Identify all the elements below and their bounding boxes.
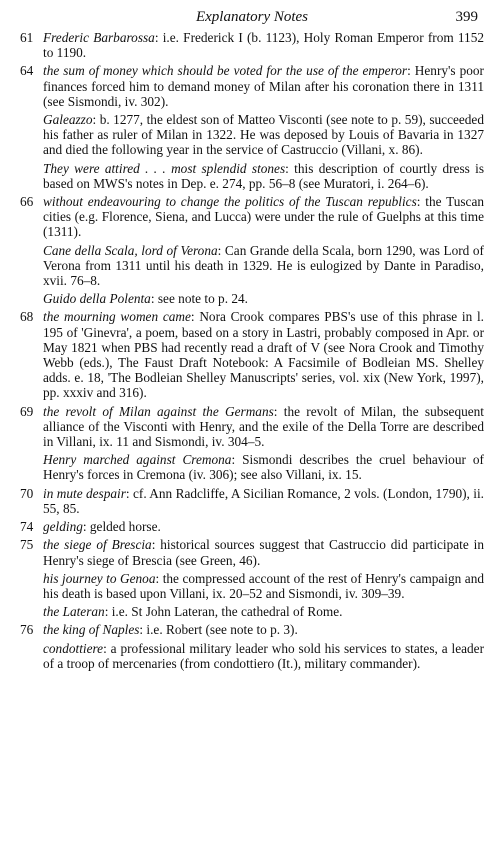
note-lemma: Cane della Scala, lord of Verona <box>43 242 218 258</box>
note-text: : historical sources suggest that Castruccio did participate in Henry's siege of Brescia (see Green, 46). <box>43 537 484 568</box>
note-paragraph <box>43 309 484 400</box>
notes-list <box>20 30 484 671</box>
note-lemma: his journey to Genoa <box>43 570 156 586</box>
running-title: Explanatory Notes <box>195 9 309 25</box>
note-text: : i.e. Robert (see note to p. 3). <box>139 622 298 638</box>
note-entry <box>20 519 484 534</box>
note-entry <box>20 63 484 191</box>
note-entry <box>20 537 484 619</box>
note-paragraph <box>43 452 484 482</box>
note-text: : Can Grande della Scala, born 1290, was Lord of Verona from 1311 until his death in 1329. He is eulogized by Dante in Paradiso, xvii. 76–8. <box>43 242 484 289</box>
note-text: : Henry's poor finances forced him to demand money of Milan after his coronation there in 1311 (see Sismondi, iv. 302). <box>43 63 484 109</box>
note-paragraph <box>43 291 484 306</box>
note-lemma: the mourning women came <box>43 309 191 325</box>
note-paragraph <box>43 194 484 240</box>
note-entry <box>20 309 484 400</box>
note-text: : this description of courtly dress is based on MWS's notes in Dep. e. 274, pp. 56–8 (see Muratori, i. 264–6). <box>43 160 484 191</box>
note-text: : the revolt of Milan, the subsequent alliance of the Visconti with Henry, and the exile of the Della Torre are described in Villani, ix. 11 and Sismondi, iv. 304–5. <box>43 403 484 450</box>
note-paragraph <box>43 30 484 60</box>
note-lemma: the sum of money which should be voted for the use of the emperor <box>43 63 408 79</box>
note-text: : the Tuscan cities (e.g. Florence, Siena, and Lucca) were under the rule of Guelphs at this time (1311). <box>43 194 485 240</box>
note-paragraph <box>43 112 484 158</box>
note-lemma: the siege of Brescia <box>43 537 152 553</box>
note-paragraph <box>43 63 484 109</box>
note-paragraph <box>43 537 484 567</box>
note-text: : the compressed account of the rest of Henry's campaign and his death is based upon Villani, ix. 20–52 and Sismondi, iv. 309–39. <box>43 570 484 601</box>
note-paragraph <box>43 243 484 289</box>
note-entry <box>20 622 484 671</box>
note-page-reference: 74 <box>20 519 34 535</box>
note-text: : see note to p. 24. <box>150 291 248 307</box>
note-entry <box>20 194 484 306</box>
note-page-reference: 69 <box>20 403 34 419</box>
note-page-reference: 76 <box>20 622 34 638</box>
note-paragraph <box>43 161 484 191</box>
note-text: : Sismondi describes the cruel behaviour of Henry's forces in Cremona (iv. 306); see also Villani, ix. 15. <box>43 452 484 483</box>
note-lemma: the Lateran <box>43 604 105 620</box>
note-entry <box>20 30 484 60</box>
running-header <box>20 6 484 28</box>
note-lemma: Galeazzo <box>43 112 93 128</box>
note-text: : gelded horse. <box>82 519 161 535</box>
note-paragraph <box>43 641 484 671</box>
note-paragraph <box>43 486 484 516</box>
note-page-reference: 61 <box>20 30 34 45</box>
page-number: 399 <box>455 9 478 25</box>
note-entry <box>20 404 484 483</box>
note-text: : cf. Ann Radcliffe, A Sicilian Romance, 2 vols. (London, 1790), ii. 55, 85. <box>43 485 484 516</box>
note-lemma: in mute despair <box>43 485 126 501</box>
note-page-reference: 68 <box>20 309 34 325</box>
note-paragraph <box>43 622 484 637</box>
note-page-reference: 70 <box>20 485 34 501</box>
note-paragraph <box>43 571 484 601</box>
note-lemma: gelding <box>43 519 83 535</box>
note-lemma: Frederic Barbarossa <box>43 30 155 45</box>
note-lemma: the king of Naples <box>43 622 140 638</box>
note-lemma: the revolt of Milan against the Germans <box>43 403 274 419</box>
note-text: : Nora Crook compares PBS's use of this phrase in l. 195 of 'Ginevra', a poem, based on a story in Lastri, probably composed in Apr. or May 1821 when PBS had recently read a draft of V (see Nora Crook and Timothy Webb (eds.), The Faust Draft Notebook: A Facsimile of Bodleian MS. Shelley adds. e. 18, 'The Bodleian Shelley Manuscripts' series, vol. xix (New York, 1997), pp. xxxiv and 316). <box>43 309 485 401</box>
note-lemma: condottiere <box>43 640 104 656</box>
note-lemma: They were attired . . . most splendid stones <box>43 160 286 176</box>
note-page-reference: 66 <box>20 194 34 210</box>
note-lemma: Henry marched against Cremona <box>43 452 232 468</box>
note-text: : i.e. St John Lateran, the cathedral of Rome. <box>104 604 343 620</box>
note-page-reference: 64 <box>20 63 34 79</box>
note-text: : i.e. Frederick I (b. 1123), Holy Roman Emperor from 1152 to 1190. <box>43 30 484 61</box>
note-page-reference: 75 <box>20 537 34 553</box>
note-paragraph <box>43 404 484 450</box>
note-paragraph <box>43 604 484 619</box>
note-paragraph <box>43 519 484 534</box>
note-entry <box>20 486 484 516</box>
note-lemma: Guido della Polenta <box>43 291 151 307</box>
note-text: : b. 1277, the eldest son of Matteo Visconti (see note to p. 59), succeeded his father as ruler of Milan in 1322. He was deposed by Louis of Bavaria in 1327 and died the following year in the service of Castruccio (Villani, x. 86). <box>43 112 484 158</box>
note-lemma: without endeavouring to change the politics of the Tuscan republics <box>43 194 417 210</box>
note-text: : a professional military leader who sold his services to states, a leader of a troop of mercenaries (from condottiero (It.), military commander). <box>43 640 484 671</box>
